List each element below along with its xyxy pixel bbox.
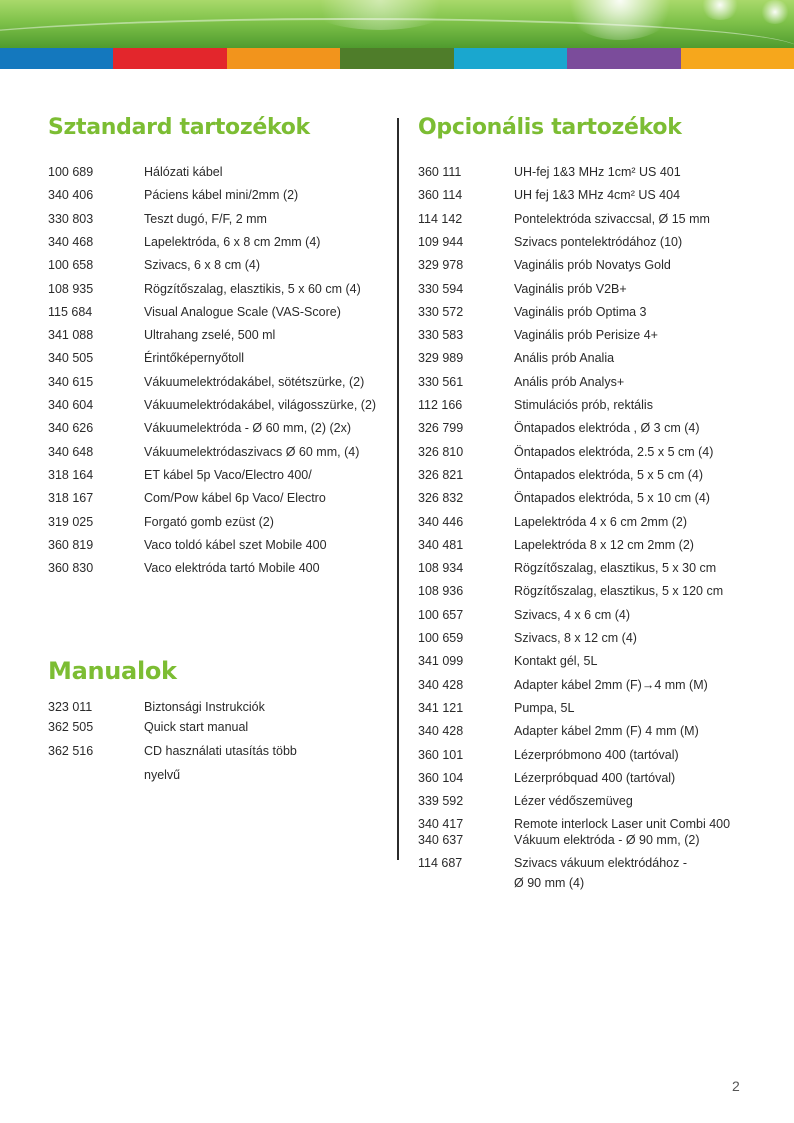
part-number: 108 936: [418, 584, 464, 599]
part-number: 360 830: [48, 561, 94, 576]
part-description: Szivacs, 6 x 8 cm (4): [144, 258, 260, 273]
part-number: 362 505: [48, 720, 94, 734]
standard-accessories-heading: Sztandard tartozékok: [48, 115, 310, 140]
part-number: 112 166: [418, 398, 463, 412]
part-number: 100 658: [48, 258, 94, 273]
part-description: Vákuumelektródakábel, világosszürke, (2): [144, 398, 377, 412]
part-description: Öntapados elektróda , Ø 3 cm (4): [514, 421, 700, 436]
part-description: Com/Pow kábel 6p Vaco/ Electro: [144, 491, 326, 506]
part-description: Teszt dugó, F/F, 2 mm: [144, 211, 267, 226]
header-banner: [0, 0, 794, 48]
part-description: Kontakt gél, 5L: [514, 654, 598, 669]
color-stripe: [340, 48, 453, 69]
part-number: 340 648: [48, 444, 94, 459]
part-number: 330 594: [418, 281, 464, 296]
part-description: Lézerpróbmono 400 (tartóval): [514, 747, 679, 762]
part-number: 114 687: [418, 856, 463, 870]
part-number: 318 164: [48, 467, 94, 482]
part-description: Vákuumelektróda - Ø 60 mm, (2) (2x): [144, 421, 352, 436]
part-number: 340 446: [418, 514, 464, 529]
part-number: 340 481: [418, 537, 464, 552]
part-description: ET kábel 5p Vaco/Electro 400/: [144, 467, 312, 482]
part-description: Hálózati kábel: [144, 165, 223, 179]
part-number: 329 978: [418, 258, 464, 273]
part-description: Stimulációs prób, rektális: [514, 398, 653, 412]
part-number: 326 821: [418, 467, 464, 482]
part-number: 340 428: [418, 677, 464, 692]
part-number: 340 417: [418, 817, 464, 832]
color-stripe: [681, 48, 794, 69]
part-number: 319 025: [48, 514, 94, 529]
part-number: 341 088: [48, 328, 94, 343]
part-description: Lézerpróbquad 400 (tartóval): [514, 770, 676, 785]
part-description: Szivacs pontelektródához (10): [514, 234, 683, 249]
part-description: Érintőképernyőtoll: [144, 351, 245, 366]
part-description: Ø 90 mm (4): [514, 876, 585, 890]
part-number: 360 104: [418, 770, 464, 785]
part-description: Adapter kábel 2mm (F)→4 mm (M): [514, 677, 708, 692]
part-number: 329 989: [418, 351, 464, 366]
part-description: Rögzítőszalag, elasztikis, 5 x 60 cm (4): [144, 281, 361, 296]
part-description: Lapelektróda 4 x 6 cm 2mm (2): [514, 514, 687, 529]
part-description: Lézer védőszemüveg: [514, 794, 633, 809]
part-description: Vákuumelektródaszivacs Ø 60 mm, (4): [144, 444, 360, 459]
part-description: Vákuum elektróda - Ø 90 mm, (2): [514, 832, 700, 847]
part-number: 341 121: [418, 700, 464, 715]
part-number: 340 406: [48, 188, 94, 203]
banner-glow: [760, 0, 790, 24]
part-description: Öntapados elektróda, 2.5 x 5 cm (4): [514, 444, 714, 459]
part-description: Vákuumelektródakábel, sötétszürke, (2): [144, 374, 365, 389]
part-description: Ultrahang zselé, 500 ml: [144, 328, 276, 343]
part-number: 326 810: [418, 444, 464, 459]
banner-glow: [700, 0, 740, 20]
part-number: 340 468: [48, 234, 94, 249]
part-number: 326 832: [418, 491, 464, 506]
part-number: 108 934: [418, 561, 464, 576]
part-number: 114 142: [418, 211, 463, 226]
part-number: 330 572: [418, 304, 464, 319]
part-number: 115 684: [48, 304, 93, 319]
part-number: 340 604: [48, 398, 94, 412]
manuals-heading: Manualok: [48, 657, 177, 685]
part-number: 108 935: [48, 281, 94, 296]
part-number: 339 592: [418, 794, 464, 809]
part-description: Lapelektróda 8 x 12 cm 2mm (2): [514, 537, 694, 552]
page-number: 2: [732, 1078, 740, 1094]
part-description: Öntapados elektróda, 5 x 5 cm (4): [514, 467, 703, 482]
color-stripe: [454, 48, 567, 69]
column-divider: [397, 118, 399, 860]
color-stripe: [113, 48, 226, 69]
part-number: 360 111: [418, 165, 462, 179]
part-number: 100 659: [418, 631, 464, 645]
part-description: CD használati utasítás több: [144, 744, 297, 758]
part-description: Forgató gomb ezüst (2): [144, 514, 274, 529]
part-description: Pontelektróda szivaccsal, Ø 15 mm: [514, 211, 710, 226]
part-number: 100 689: [48, 165, 94, 179]
part-number: 330 583: [418, 328, 464, 343]
part-number: 362 516: [48, 744, 94, 758]
part-number: 340 615: [48, 374, 94, 389]
part-description: Quick start manual: [144, 720, 249, 734]
part-description: UH fej 1&3 MHz 4cm² US 404: [514, 188, 681, 203]
part-description: Anális prób Analys+: [514, 374, 625, 389]
part-number: 340 505: [48, 351, 94, 366]
color-stripe: [227, 48, 340, 69]
part-number: 340 637: [418, 832, 464, 847]
part-description: Remote interlock Laser unit Combi 400: [514, 817, 731, 832]
part-description: Szivacs, 4 x 6 cm (4): [514, 607, 630, 622]
part-description: Vaginális prób Novatys Gold: [514, 258, 671, 273]
part-description: Biztonsági Instrukciók: [144, 700, 265, 714]
part-description: Vaco elektróda tartó Mobile 400: [144, 561, 320, 576]
part-number: 323 011: [48, 700, 93, 714]
part-description: Rögzítőszalag, elasztikus, 5 x 30 cm: [514, 561, 717, 576]
color-stripe: [567, 48, 680, 69]
part-number: 330 561: [418, 374, 464, 389]
part-description: Pumpa, 5L: [514, 700, 575, 715]
part-description: Rögzítőszalag, elasztikus, 5 x 120 cm: [514, 584, 724, 599]
part-number: 109 944: [418, 234, 464, 249]
part-description: Visual Analogue Scale (VAS-Score): [144, 304, 341, 319]
part-number: 360 101: [418, 747, 464, 762]
part-number: 318 167: [48, 491, 94, 506]
part-description: Szivacs vákuum elektródához -: [514, 856, 687, 870]
part-description: Páciens kábel mini/2mm (2): [144, 188, 299, 203]
part-number: 326 799: [418, 421, 464, 436]
part-description: Adapter kábel 2mm (F) 4 mm (M): [514, 724, 699, 739]
color-stripe: [0, 48, 113, 69]
part-description: Vaco toldó kábel szet Mobile 400: [144, 537, 327, 552]
part-description: Vaginális prób Perisize 4+: [514, 328, 658, 343]
part-number: 340 428: [418, 724, 464, 739]
part-number: 100 657: [418, 607, 464, 622]
part-description: Anális prób Analia: [514, 351, 615, 366]
part-number: 360 819: [48, 537, 94, 552]
color-stripe-bar: [0, 48, 794, 69]
part-description: Vaginális prób V2B+: [514, 281, 627, 296]
part-description: Öntapados elektróda, 5 x 10 cm (4): [514, 491, 710, 506]
optional-accessories-heading: Opcionális tartozékok: [418, 115, 682, 140]
part-description: Vaginális prób Optima 3: [514, 304, 647, 319]
part-description: nyelvű: [144, 768, 181, 782]
part-description: UH-fej 1&3 MHz 1cm² US 401: [514, 165, 681, 179]
part-number: 330 803: [48, 211, 94, 226]
part-description: Szivacs, 8 x 12 cm (4): [514, 631, 637, 645]
part-number: 341 099: [418, 654, 464, 669]
part-number: 340 626: [48, 421, 94, 436]
part-number: 360 114: [418, 188, 463, 203]
part-description: Lapelektróda, 6 x 8 cm 2mm (4): [144, 234, 321, 249]
